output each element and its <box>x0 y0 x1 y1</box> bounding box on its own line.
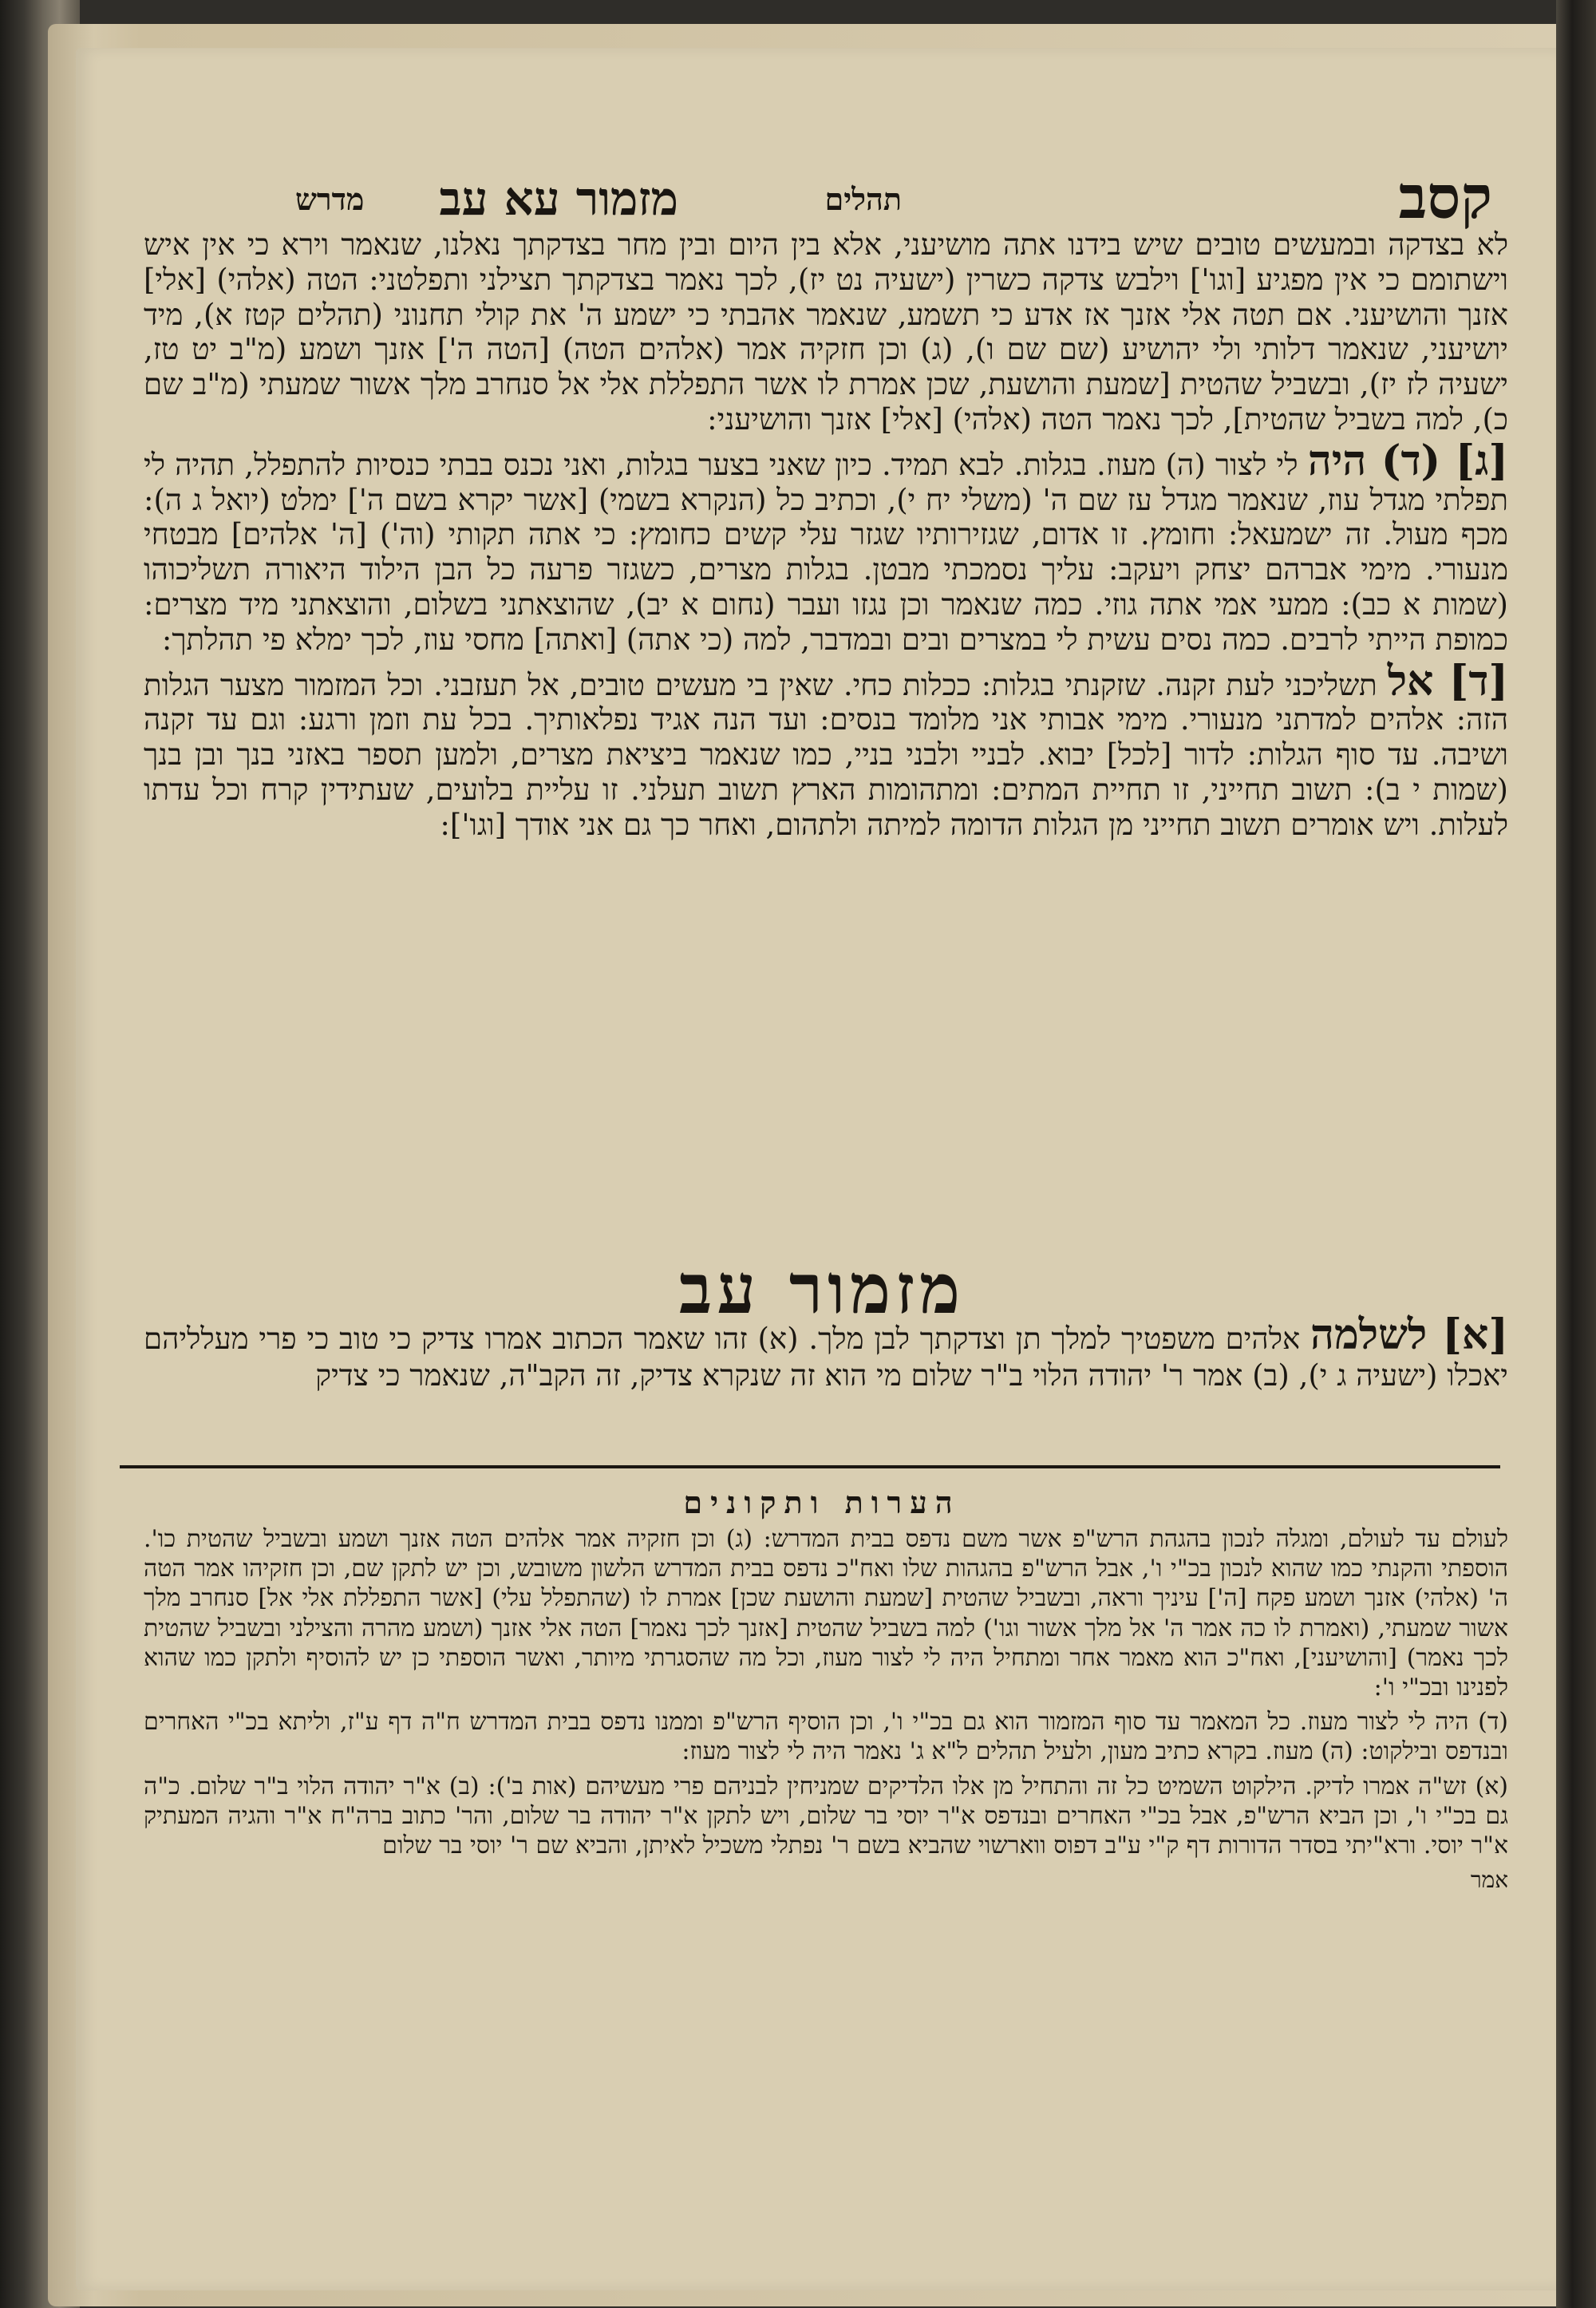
book-gutter <box>1556 0 1596 2308</box>
paragraph-text: תשליכני לעת זקנה. שזקנתי בגלות: ככלות כחי. שאין בי מעשים טובים, אל תעזבני. וכל המזמור מצער הגלות הזה: אלהים למדתני מנעורי. מימי אבותי אני מלומד בנסים: ועד הנה אגיד נפלאותיך. בכל עת וזמן ורגע: וגם עד זקנה ושיבה. עד סוף הגלות: לדור [לכל] יבוא. לבניי ולבני בניי, כמו שנאמר ביציאת מצרים, ולמען תספר באזני בנך ובן בנך (שמות י ב): תשוב תחייני, זו תחיית המתים: ומתהומות הארץ תשוב תעלני. זו עליית בלועים, שעתידין קרח וכל עדתו לעלות. ויש אומרים תשוב תחייני מן הגלות הדומה למיתה ולתהום, ואחר כך גם אני אודך [וגו']: <box>144 667 1508 842</box>
paragraph <box>144 436 1509 658</box>
paragraph-lead: [א] לשלמה <box>1310 1310 1508 1359</box>
footnote-divider <box>120 1465 1500 1468</box>
note-paragraph: לעולם עד לעולם, ומגלה לנכון בהגהת הרש"פ אשר משם נדפס בבית המדרש: (ג) וכן חזקיה אמר אלהים הטה אזנך ושמע ובשביל שהטית כו'. הוספתי והקנתי כמו שהוא לנכון בכ"י ו', אבל הרש"פ בהגהות שלו ואח"כ נדפס בבית המדרש הלשון משובש, וכן יש לתקן שם, וכן חזקיהו אמר הטה ה' (אלהי) אזנך ושמע פקח [ה'] עיניך וראה, ובשביל שהטית [שמעת והושעת שכן] אמרת לו (שהתפלל עלי) [אשר התפללת אלי אל] סנחרב מלך אשור שמעתי, (ואמרת לו כה אמר ה' אל מלך אשור וגו') למה בשביל שהטית [אזנך לכך נאמר] הטה אלי אזנך (ושמע מהרה והצילני ובשביל שהטית לכך נאמר) [והושיעני], ואח"כ הוא מאמר אחר ומתחיל היה לי לצור מעוז, וכל מה שהסגרתי מיותר, ואשר הוספתי כן יש להוסיף ולתקן כמו שהוא לפנינו ובכ"י ו': <box>144 1525 1508 1702</box>
paragraph-lead: [ד] אל <box>1387 656 1508 705</box>
page-number: קסב <box>1398 164 1492 232</box>
work-name: מדרש <box>295 181 365 217</box>
catchword: אמר <box>1470 1867 1508 1894</box>
paragraph-lead: [ג] (ד) היה <box>1307 436 1509 485</box>
paragraph-text: לי לצור (ה) מעוז. בגלות. לבא תמיד. כיון שאני בצער בגלות, ואני נכנס בבתי כנסיות להתפלל, תהיה לי תפלתי מגדל עוז, שנאמר מגדל עז שם ה' (משלי יח י), וכתיב כל (הנקרא בשמי) [אשר יקרא בשם ה'] ימלט (יואל ג ה): מכף מעול. זה ישמעאל: וחומץ. זו אדום, שגזירותיו שגזר עלי קשים כחומץ: כי אתה תקותי (וה') [ה' אלהים] מבטחי מנעורי. מימי אברהם יצחק ויעקב: עליך נסמכתי מבטן. בגלות מצרים, כשגזר פרעה כל הבן הילוד היאורה תשליכוהו (שמות א כב): ממעי אמי אתה גוזי. כמה שנאמר וכן נגזו ועבר (נחום א יב), שהוצאתני בשלום, והוצאתני מיד מצרים: כמופת הייתי לרבים. כמה נסים עשית לי במצרים ובים ובמדבר, למה (כי אתה) [ואתה] מחסי עוז, לכך ימלא פי תהלתך: <box>144 447 1508 657</box>
paragraph <box>144 656 1508 843</box>
paragraph <box>144 1310 1508 1394</box>
psalm-number: מזמור עא עב <box>439 172 678 226</box>
psalm72-title: מזמור עב <box>678 1249 966 1330</box>
psalm72-text <box>144 1310 1508 1401</box>
notes-section <box>144 1524 1508 1899</box>
paragraph <box>144 227 1508 437</box>
note-paragraph: (א) זש"ה אמרו לדיק. הילקוט השמיט כל זה והתחיל מן אלו הלדיקים שמניחין לבניהם פרי מעשיהם (אות ב'): (ב) א"ר יהודה הלוי ב"ר שלום. כ"ה גם בכ"י ו', וכן הביא הרש"פ, אבל בכ"י האחרים ובנדפס א"ר יוסי בר שלום, ויש לתקן א"ר יהודה בר שלום, והר' כתוב ברה"ח א"ר והגיה המעתיק א"ר יוסי. ורא"יתי בסדר הדורות דף ק"י ע"ב דפוס ווארשוי שהביא בשם ר' נפתלי משכיל לאיתן, והביא שם ר' יוסי בר שלום <box>144 1772 1508 1860</box>
paragraph-text: לא בצדקה ובמעשים טובים שיש בידנו אתה מושיעני, אלא בין היום ובין מחר בצדקתך נאלנו, שנאמר וירא כי אין איש וישתומם כי אין מפגיע [וגו'] וילבש צדקה כשרין (ישעיה נט יז), לכך נאמר בצדקתך תצילני ותפלטני: הטה (אלהי) [אלי] אזנך והושיעני. אם תטה אלי אזנך אז אדע כי תשמע, שנאמר אהבתי כי ישמע ה' את קולי תחנוני (תהלים קטז א), מיד יושיעני, שנאמר דלותי ולי יהושיע (שם שם ו), (ג) וכן חזקיה אמר (אלהים הטה) [הטה ה'] אזנך ושמע (מ"ב יט טז, ישעיה לז יז), ובשביל שהטית [שמעת והושעת, שכן אמרת לו אשר התפללת אלי אל סנחרב מלך אשור שמעתי (מ"ב שם כ), למה בשביל שהטית], לכך נאמר הטה (אלהי) [אלי] אזנך והושיעני: <box>144 227 1508 437</box>
running-header <box>120 164 1524 235</box>
page-content <box>120 0 1524 2308</box>
book-name: תהלים <box>824 181 902 217</box>
note-paragraph: (ד) היה לי לצור מעוז. כל המאמר עד סוף המזמור הוא גם בכ"י ו', וכן הוסיף הרש"פ וממנו נדפס בבית המדרש ח"ה דף ע"ז, וליתא בכ"י האחרים ובנדפס ובילקוט: (ה) מעוז. בקרא כתיב מעון, ולעיל תהלים ל"א ג' נאמר היה לי לצור מעוז: <box>144 1708 1508 1766</box>
notes-title: הערות ותקונים <box>683 1484 961 1520</box>
paragraph-text: אלהים משפטיך למלך תן וצדקתך לבן מלך. (א) זהו שאמר הכתוב אמרו צדיק כי טוב כי פרי מעלליהם יאכלו (ישעיה ג י), (ב) אמר ר' יהודה הלוי ב"ר שלום מי הוא זה שנקרא צדיק, זה הקב"ה, שנאמר כי צדיק <box>144 1322 1508 1393</box>
psalm71-text <box>144 227 1508 849</box>
